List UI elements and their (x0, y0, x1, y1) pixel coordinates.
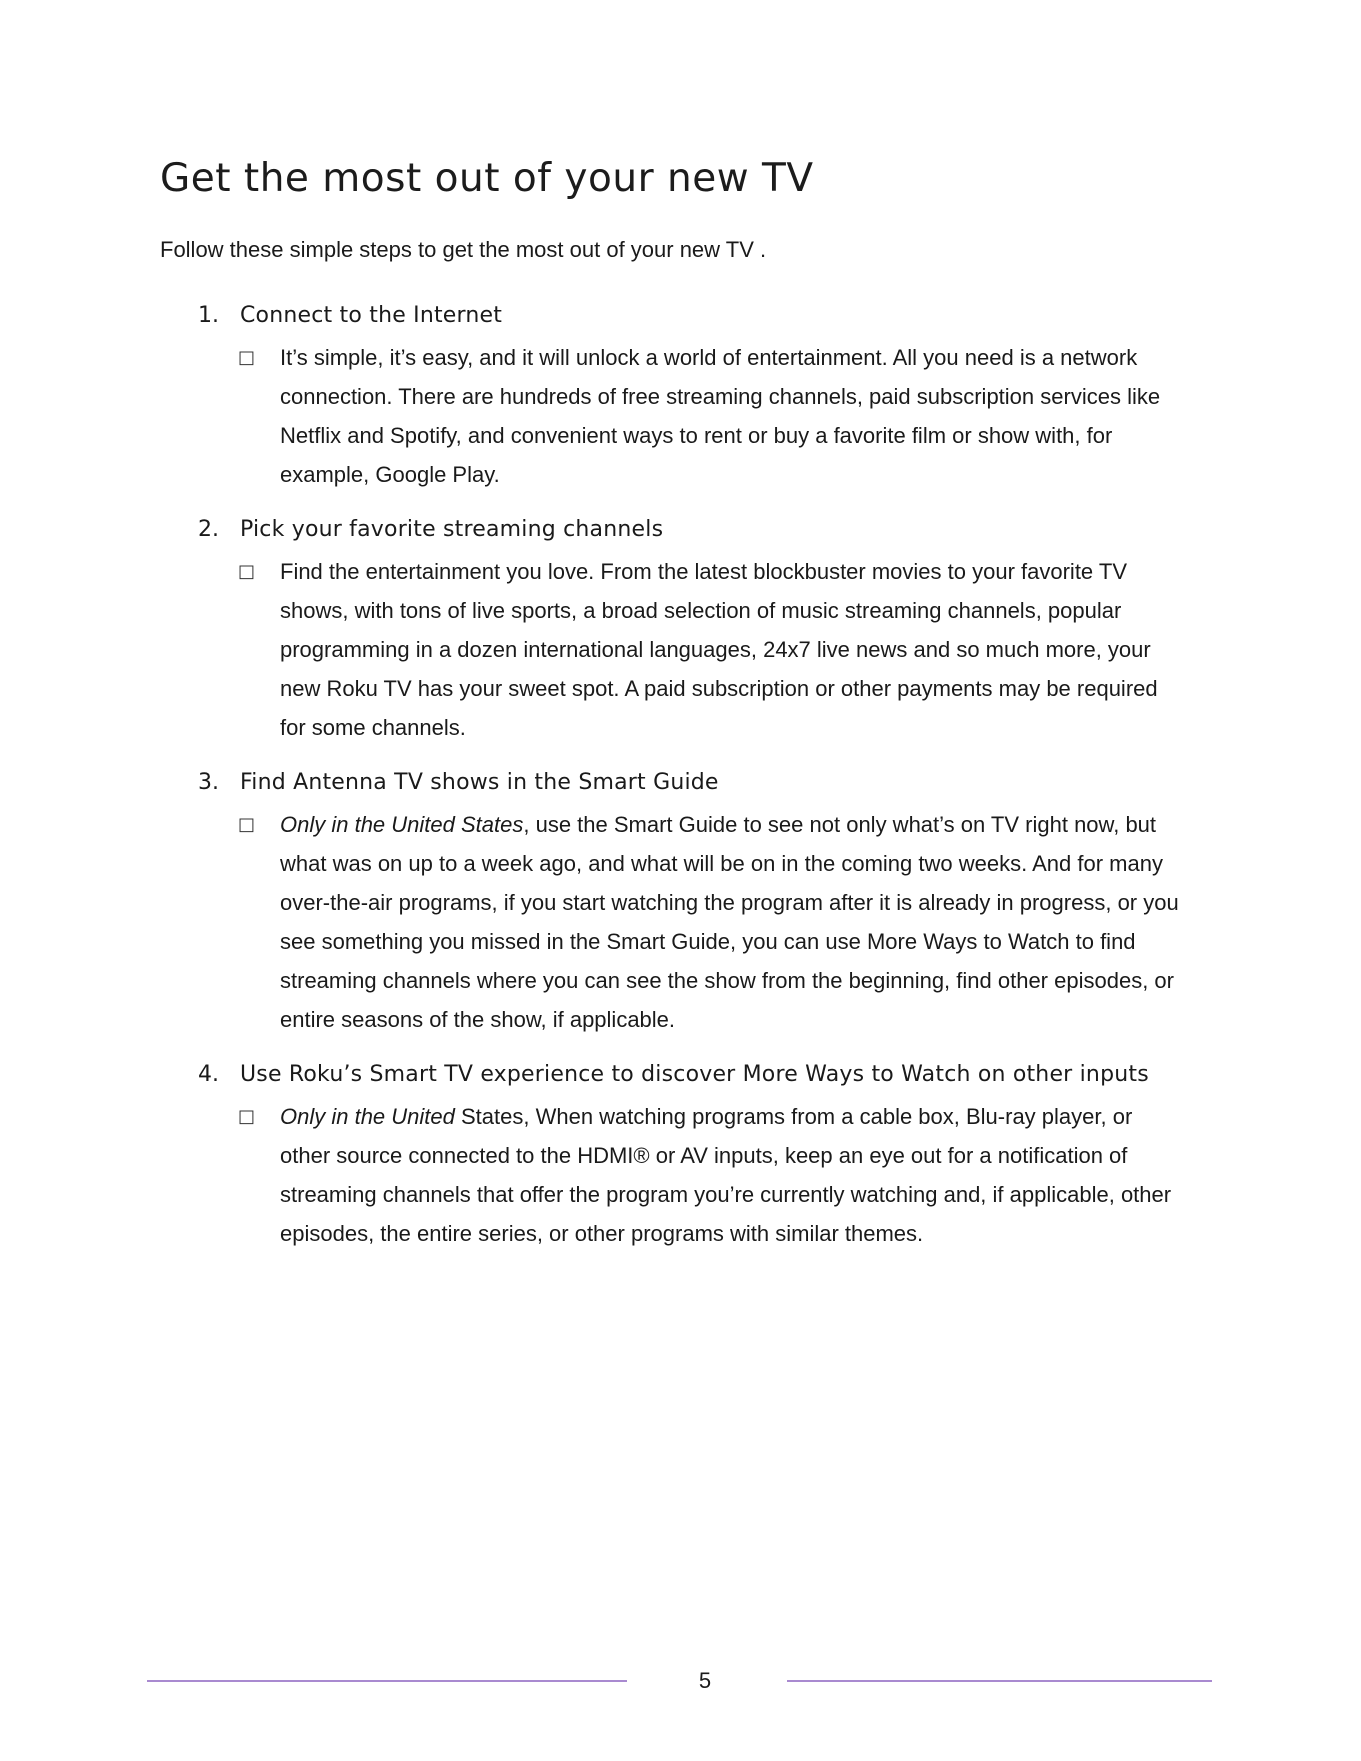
step-heading (198, 296, 1198, 336)
step-title: Find Antenna TV shows in the Smart Guide (240, 770, 719, 795)
step-pick-channels (198, 510, 1198, 747)
step-bullet-text: Find the entertainment you love. From the latest blockbuster movies to your favorite TV shows, with tons of live sports, a broad selection of music streaming channels, popular programming in a dozen international languages, 24x7 live news and so much more, your new Roku TV has your sweet spot. A paid subscription or other payments may be required for some channels. (280, 559, 1158, 740)
step-bullet (238, 1097, 1180, 1253)
step-title: Use Roku’s Smart TV experience to discover More Ways to Watch on other inputs (240, 1062, 1149, 1087)
page-number: 5 (698, 1668, 712, 1693)
region-note: Only in the United States (280, 812, 524, 837)
step-number: 1. (198, 303, 219, 328)
intro-paragraph: Follow these simple steps to get the most out of your new TV . (160, 237, 767, 262)
region-note: Only in the United (280, 1104, 455, 1129)
step-number: 2. (198, 517, 219, 542)
step-more-ways-to-watch (198, 1055, 1198, 1253)
step-bullet (238, 805, 1180, 1039)
bullet-icon: □ (238, 814, 256, 835)
footer-rule-left (147, 1680, 627, 1682)
step-title: Connect to the Internet (240, 303, 503, 328)
step-bullet-text: It’s simple, it’s easy, and it will unlock a world of entertainment. All you need is a network connection. There are hundreds of free streaming channels, paid subscription services like Netflix and Spotify, and convenient ways to rent or buy a favorite film or show with, for example, Google Play. (280, 345, 1161, 487)
step-number: 4. (198, 1062, 219, 1087)
footer-rule-right (787, 1680, 1212, 1682)
bullet-icon: □ (238, 1106, 256, 1127)
steps-list (198, 296, 1198, 1269)
bullet-icon: □ (238, 347, 256, 368)
step-smart-guide (198, 763, 1198, 1039)
step-bullet (238, 552, 1180, 747)
step-heading (198, 763, 1198, 803)
step-heading (198, 510, 1198, 550)
step-bullet-text: States, When watching programs from a cable box, Blu-ray player, or other source connected to the HDMI® or AV inputs, keep an eye out for a notification of streaming channels that offer the program you’re currently watching and, if applicable, other episodes, the entire series, or other programs with similar themes. (280, 1104, 1172, 1246)
step-number: 3. (198, 770, 219, 795)
step-title: Pick your favorite streaming channels (240, 517, 664, 542)
step-connect-internet (198, 296, 1198, 494)
page-title: Get the most out of your new TV (160, 156, 814, 201)
bullet-icon: □ (238, 561, 256, 582)
step-bullet-text: , use the Smart Guide to see not only what’s on TV right now, but what was on up to a week ago, and what will be on in the coming two weeks. And for many over-the-air programs, if you start watching the program after it is already in progress, or you see something you missed in the Smart Guide, you can use More Ways to Watch to find streaming channels where you can see the show from the beginning, find other episodes, or entire seasons of the show, if applicable. (280, 812, 1179, 1032)
step-bullet (238, 338, 1180, 494)
step-heading (198, 1055, 1198, 1095)
